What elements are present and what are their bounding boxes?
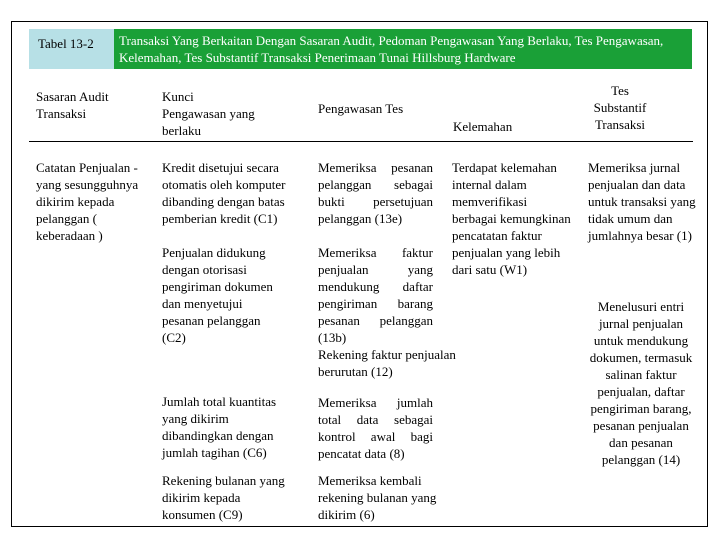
table-title: Transaksi Yang Berkaitan Dengan Sasaran Audit, Pedoman Pengawasan Yang Berlaku, Tes Pengawasan, Kelemahan, Tes Substantif Transaksi Penerimaan Tunai Hillsburg Hardware bbox=[114, 29, 692, 69]
tes-item: Memeriksa jurnal penjualan dan data untuk transaksi yang tidak umum dan jumlahnya besar (1) bbox=[588, 160, 696, 243]
tes-item: Menelusuri entri jurnal penjualan untuk mendukung dokumen, termasuk salinan faktur penjualan, daftar pengiriman barang, pesanan penjualan dan pesanan pelanggan (14) bbox=[589, 299, 693, 467]
pengawasan-item: Memeriksa faktur penjualan yang mendukung daftar pengiriman barang pesanan pelanggan (13b) bbox=[318, 245, 433, 345]
kunci-item: Jumlah total kuantitas yang dikirim dibandingkan dengan jumlah tagihan (C6) bbox=[162, 394, 277, 460]
pengawasan-item: Memeriksa kembali rekening bulanan yang dikirim (6) bbox=[318, 473, 437, 522]
header-kelemahan: Kelemahan bbox=[453, 119, 513, 134]
header-pengawasan: Pengawasan Tes bbox=[318, 101, 404, 116]
header-divider bbox=[29, 141, 693, 142]
pengawasan-item: Memeriksa pesanan pelanggan sebagai bukti persetujuan pelanggan (13e) bbox=[318, 160, 433, 226]
kunci-item: Rekening bulanan yang dikirim kepada konsumen (C9) bbox=[162, 473, 285, 522]
kelemahan-text: Terdapat kelemahan internal dalam memverifikasi berbagai kemungkinan pencatatan faktur penjualan yang lebih dari satu (W1) bbox=[452, 160, 571, 277]
table-label: Tabel 13-2 bbox=[29, 29, 115, 69]
pengawasan-item: Memeriksa jumlah total data sebagai kontrol awal bagi pencatat data (8) bbox=[318, 395, 433, 461]
header-kunci: Kunci Pengawasan yang berlaku bbox=[162, 89, 255, 138]
pengawasan-item: Rekening faktur penjualan berurutan (12) bbox=[318, 347, 456, 379]
kunci-item: Penjualan didukung dengan otorisasi pengiriman dokumen dan menyetujui pesanan pelanggan (C2) bbox=[162, 245, 273, 345]
sasaran-text: Catatan Penjualan - yang sesungguhnya dikirim kepada pelanggan ( keberadaan ) bbox=[36, 160, 139, 243]
header-sasaran: Sasaran Audit Transaksi bbox=[36, 89, 109, 121]
header-tes: Tes Substantif Transaksi bbox=[593, 83, 647, 132]
kunci-item: Kredit disetujui secara otomatis oleh komputer dibanding dengan batas pemberian kredit (C1) bbox=[162, 160, 286, 226]
